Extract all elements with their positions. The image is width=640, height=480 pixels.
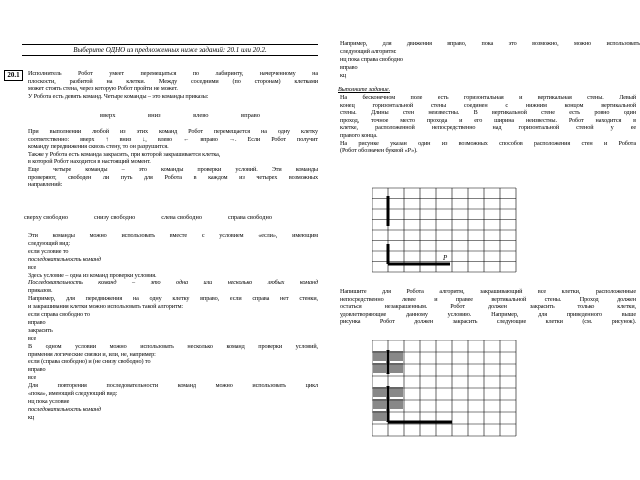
body-line: следующий вид: [28, 239, 70, 247]
move-line: команду передвижения сквозь стену, то он разрушится. [28, 143, 169, 151]
body-line: вправо [28, 318, 46, 326]
command-down: вниз [148, 112, 161, 119]
intro-line: плоскости, разбитой на клетки. Между соседними (по сторонам) клетками [28, 77, 318, 85]
rtask-line: На бесконечном поле есть горизонтальная и вертикальная стены. Левый [340, 94, 636, 101]
condition-list [24, 214, 272, 221]
task-title: Выполните задание. [338, 86, 391, 93]
condition-bottom-free: снизу свободно [93, 214, 136, 221]
command-list [100, 112, 260, 119]
rsecond-line: рисунка Робот должен закрасить следующие клетки (см. рисунок). [340, 318, 636, 326]
condition-right-free: справа свободно [227, 214, 272, 221]
robot-marker: Р [443, 254, 448, 262]
body-line: если справа свободно то [28, 311, 90, 318]
move-line: в которой Робот находится в настоящий момент. [28, 158, 151, 166]
move-line: Также у Робота есть команда закрасить, при которой закрашивается клетка, [28, 150, 221, 158]
body-line: все [28, 334, 37, 342]
rtask-line: клетке, расположенной непосредственно над горизонтальной стеной у ее [340, 124, 636, 132]
body-line: Например, для передвижения на одну клетку вправо, если справа нет стенки, [28, 295, 318, 303]
body-line: закрасить [28, 326, 53, 334]
body-line: последовательность команд [28, 255, 101, 263]
body-line: и закрашивания клетки можно использовать такой алгоритм: [28, 303, 184, 311]
body-line: кц [28, 413, 35, 421]
body-line: применяя логические связки и, или, не, например: [28, 350, 156, 358]
body-line: Эти команды можно использовать вместе с условием «если», имеющим [28, 232, 318, 239]
body-line: последовательность команд [28, 405, 101, 413]
move-line: Еще четыре команды – это команды проверки условий. Эти команды [28, 166, 318, 173]
rsecond-line: остаться незакрашенным. Робот должен закрасить только клетки, [340, 303, 636, 311]
condition-left-free: слева свободно [161, 214, 202, 221]
rtask-line: конец горизонтальной стены соединен с нижним концом вертикальной [340, 101, 636, 109]
body-line: Последовательность команд – это одна или несколько любых команд [28, 279, 318, 287]
right-page [332, 0, 640, 480]
condition-top-free: сверху свободно [24, 214, 69, 221]
body-line: если условие то [28, 247, 69, 255]
rtop-line: следующий алгоритм: [340, 48, 397, 55]
rsecond-line: Напишите для Робота алгоритм, закрашивающий все клетки, расположенные [340, 288, 636, 295]
task-choice-header [22, 44, 318, 56]
body-line: все [28, 263, 37, 271]
rsecond-line: удовлетворяющие данному условию. Например, для приведенного выше [340, 310, 636, 318]
task-choice-header-text: Выберите ОДНО из предложенных ниже заданий: 20.1 или 20.2. [73, 46, 267, 54]
command-left: влево [193, 112, 209, 119]
body-line: Для повторения последовательности команд можно использовать цикл [28, 382, 318, 390]
rtop-line: вправо [340, 64, 358, 71]
intro-line: может стоять стена, через которую Робот пройти не может. [28, 85, 178, 93]
move-line: направлений: [28, 181, 63, 189]
move-line: При выполнении любой из этих команд Робот перемещается на одну клетку [28, 128, 318, 135]
command-right: вправо [241, 112, 260, 119]
move-line: соответственно: вверх ↑ вниз ↓, влево ← вправо →. Если Робот получит [28, 135, 318, 143]
body-line: вправо [28, 366, 46, 374]
rtask-line: стены. Длины стен неизвестны. В вертикальной стене есть ровно один [340, 109, 636, 117]
rsecond-line: непосредственно левее и правее вертикальной стены. Проход должен [340, 295, 636, 303]
body-line: нц пока условие [28, 397, 70, 405]
rtop-line: Например, для движения вправо, пока это возможно, можно использовать [340, 40, 640, 47]
rtop-line: нц пока справа свободно [340, 56, 403, 63]
rtop-line: кц [340, 72, 347, 79]
intro-line: У Робота есть девять команд. Четыре команды – это команды приказы: [28, 92, 209, 100]
intro-line: Исполнитель Робот умеет перемещаться по лабиринту, начерченному на [28, 70, 318, 77]
wall-grid-figure [372, 186, 522, 276]
rtask-line: правого конца. [340, 132, 378, 139]
body-line: Здесь условие – одна из команд проверки условия. [28, 271, 157, 279]
painted-cells-figure [372, 340, 522, 440]
body-line: все [28, 374, 37, 382]
rtask-line: проход, точное место прохода и его ширина неизвестны. Робот находится в [340, 116, 636, 124]
body-line: если (справа свободно) и (не снизу свободно) то [28, 358, 151, 366]
command-up: вверх [100, 112, 116, 119]
move-line: проверяют, свободен ли путь для Робота в каждом из четырех возможных [28, 173, 318, 181]
task-number: 20.1 [4, 70, 23, 81]
body-line: приказов. [28, 287, 53, 295]
body-line: «пока», имеющий следующий вид: [28, 390, 118, 397]
rtask-line: На рисунке указан один из возможных способов расположения стен и Робота [340, 139, 636, 147]
rtask-line: (Робот обозначен буквой «Р»). [340, 147, 418, 155]
body-line: В одном условии можно использовать несколько команд проверки условий, [28, 342, 318, 350]
